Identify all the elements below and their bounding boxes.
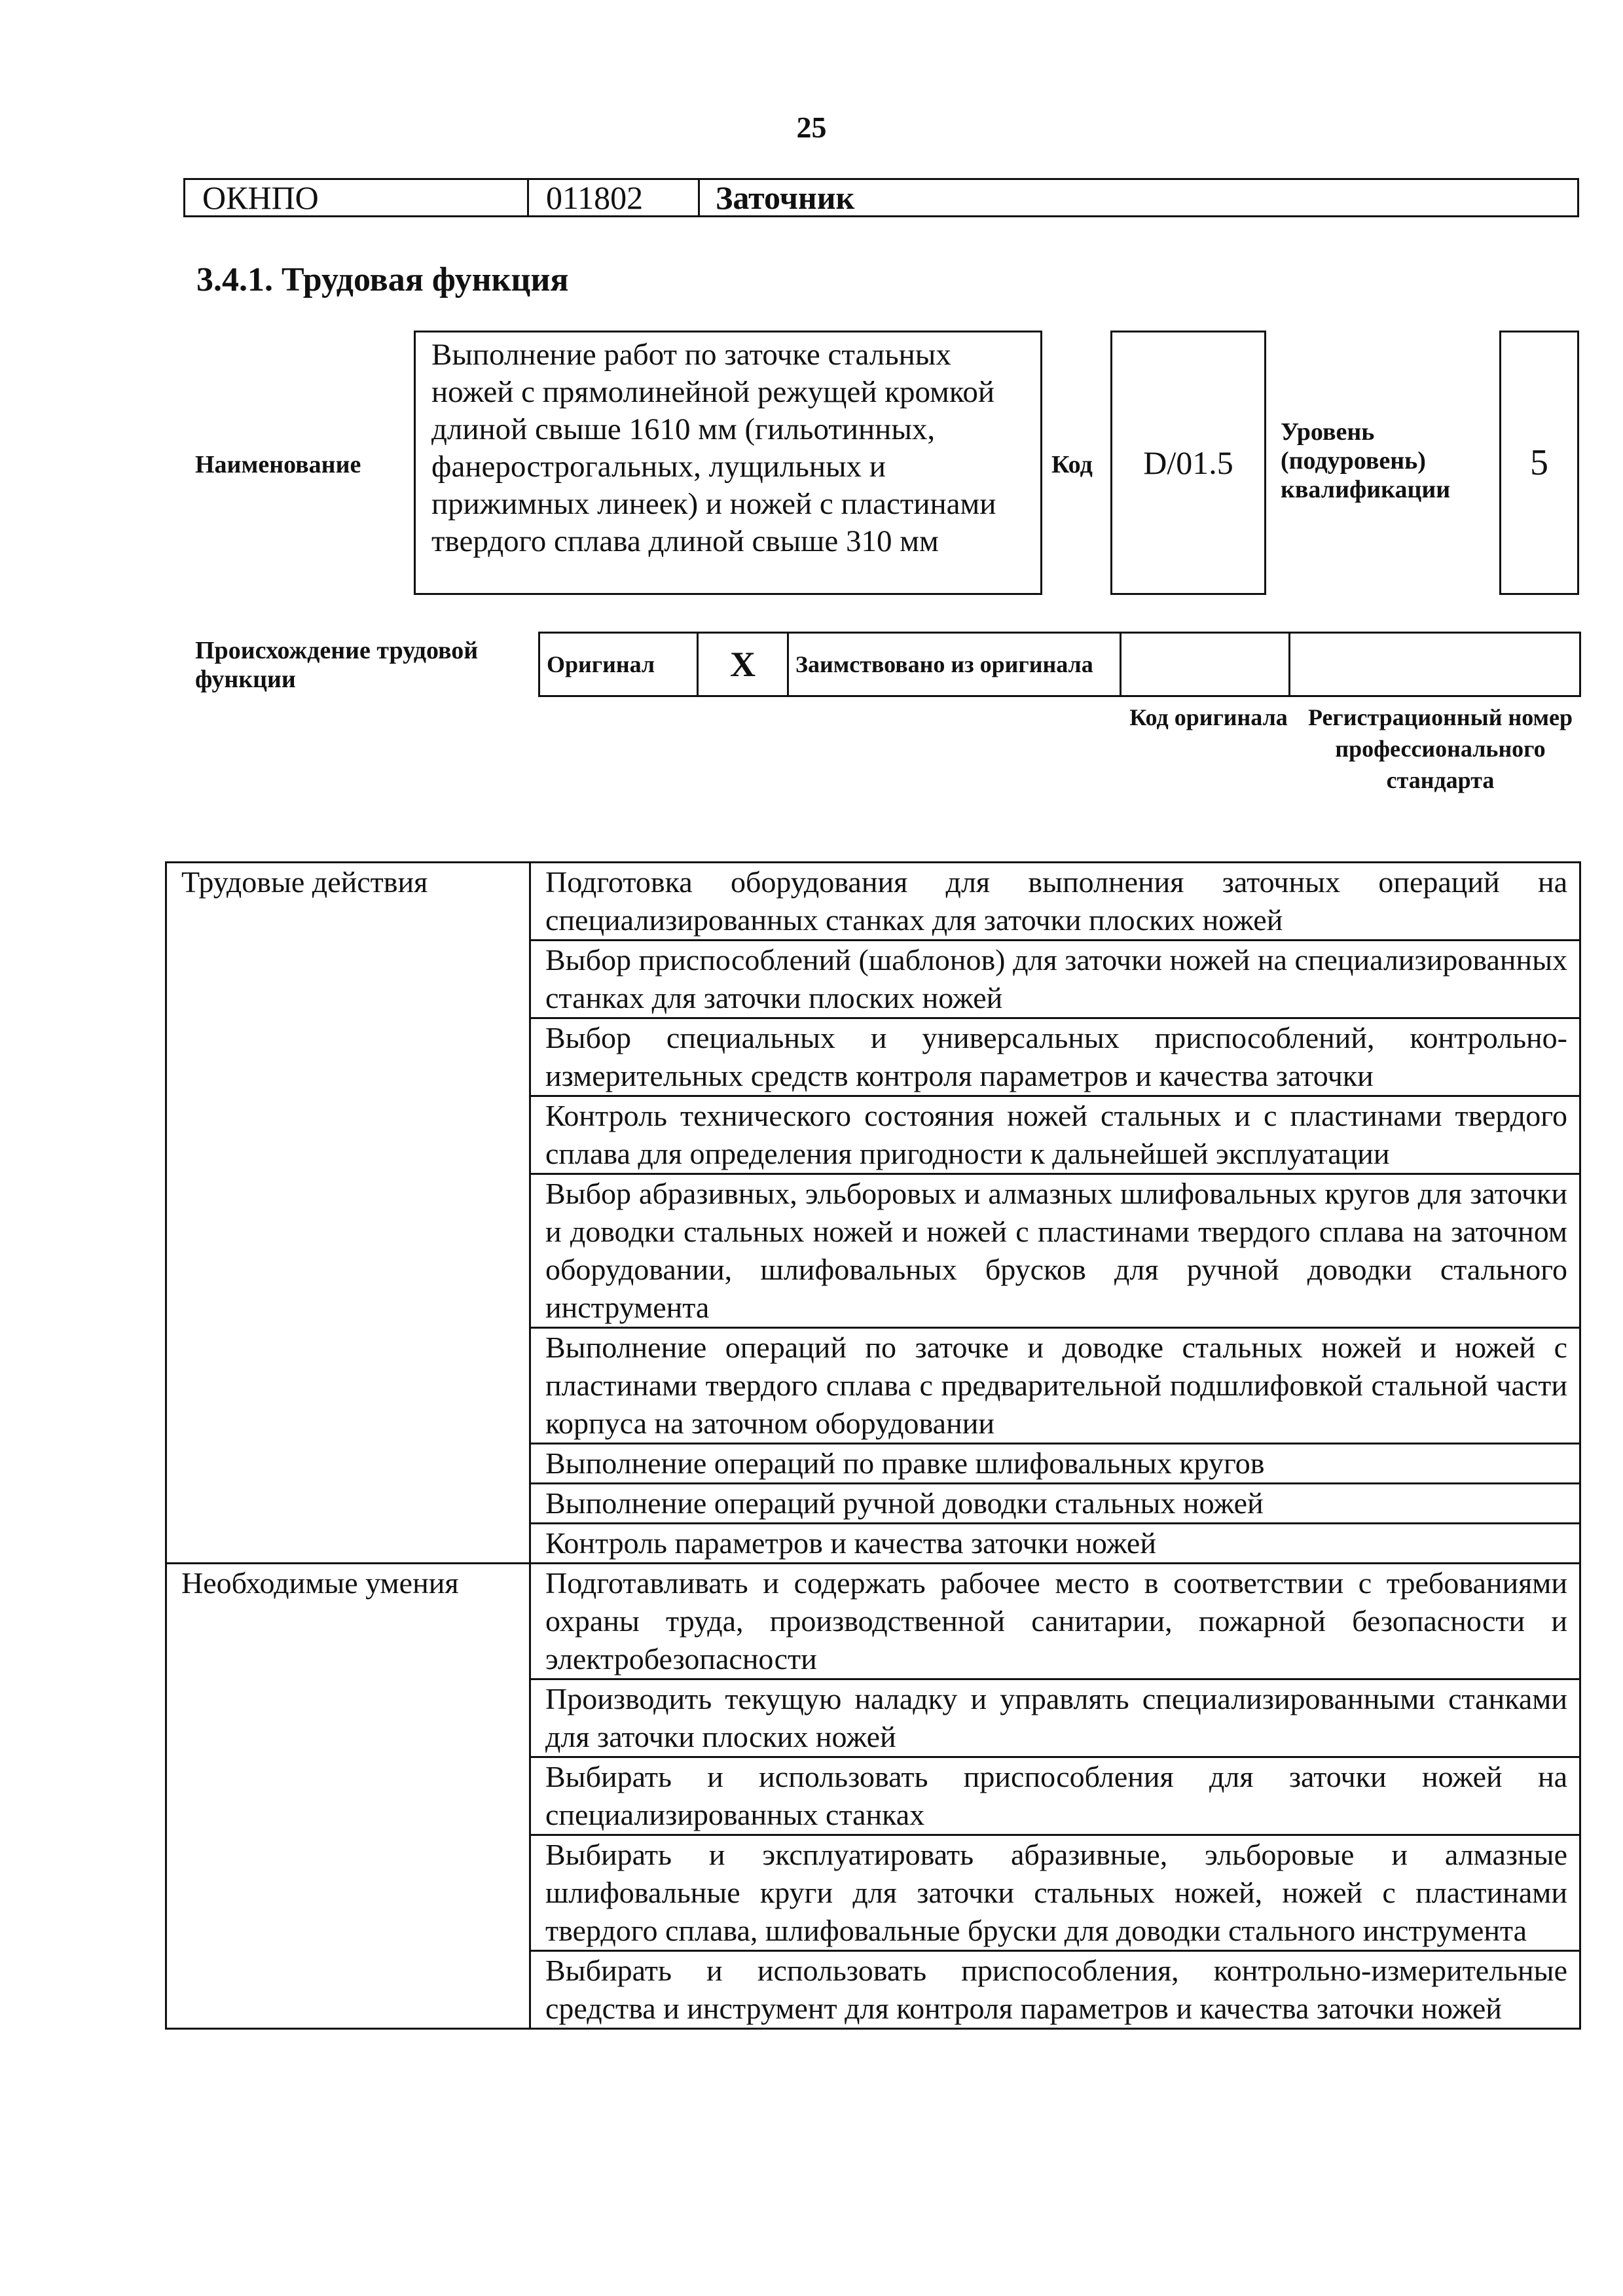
qualification-level-box: [1499, 331, 1579, 595]
origin-label: Происхождение трудовой функции: [195, 637, 479, 693]
list-item: Выполнение операций по правке шлифовальных кругов: [530, 1444, 1580, 1484]
origin-original-mark: X: [698, 633, 788, 696]
list-item: Выбирать и использовать приспособления для заточки ножей на специализированных станках: [530, 1757, 1580, 1835]
list-item: Выбирать и эксплуатировать абразивные, эльборовые и алмазные шлифовальные круги для заточки стальных ножей, ножей с пластинами твердого сплава, шлифовальные бруски для доводки стального инструмента: [530, 1835, 1580, 1951]
list-item: Производить текущую наладку и управлять специализированными станками для заточки плоских ножей: [530, 1679, 1580, 1757]
name-label: Наименование: [195, 451, 361, 478]
origin-original-label: Оригинал: [539, 633, 698, 696]
code-label: Код: [1051, 451, 1093, 478]
function-name-value: Выполнение работ по заточке стальных ножей с прямолинейной режущей кромкой длиной свыше 1610 мм (гильотинных, фанерострогальных, лущильных и прижимных линеек) и ножей с пластинами твердого сплава длиной свыше 310 мм: [431, 338, 996, 558]
section-title: 3.4.1. Трудовая функция: [196, 261, 569, 298]
section-header: Необходимые умения: [166, 1564, 530, 2029]
level-label: Уровень (подуровень) квалификации: [1281, 418, 1451, 503]
origin-table: [538, 632, 1581, 697]
qualification-level-value: 5: [1530, 442, 1548, 483]
table-row: [166, 863, 1580, 941]
origin-borrowed-label: Заимствовано из оригинала: [788, 633, 1121, 696]
list-item: Подготовка оборудования для выполнения заточных операций на специализированных станках для заточки плоских ножей: [530, 863, 1580, 941]
origin-code-cell: [1121, 633, 1290, 696]
section-header: Трудовые действия: [166, 863, 530, 1564]
oknpo-profession: Заточник: [698, 178, 1579, 217]
oknpo-code: 011802: [527, 178, 700, 217]
list-item: Контроль технического состояния ножей стальных и с пластинами твердого сплава для определения пригодности к дальнейшей эксплуатации: [530, 1096, 1580, 1174]
list-item: Выполнение операций по заточке и доводке стальных ножей и ножей с пластинами твердого сплава с предварительной подшлифовкой стальной части корпуса на заточном оборудовании: [530, 1328, 1580, 1444]
origin-reg-caption: Регистрационный номер профессионального стандарта: [1307, 704, 1573, 793]
function-code-value: D/01.5: [1143, 444, 1233, 481]
list-item: Подготавливать и содержать рабочее место в соответствии с требованиями охраны труда, производственной санитарии, пожарной безопасности и электробезопасности: [530, 1564, 1580, 1679]
list-item: Выбор приспособлений (шаблонов) для заточки ножей на специализированных станках для заточки плоских ножей: [530, 941, 1580, 1018]
list-item: Выбор абразивных, эльборовых и алмазных шлифовальных кругов для заточки и доводки стальных ножей и ножей с пластинами твердого сплава на заточном оборудовании, шлифовальных брусков для ручной доводки стального инструмента: [530, 1174, 1580, 1328]
function-name-box: [414, 331, 1042, 595]
labor-function-table: [165, 861, 1581, 2030]
page-number: 25: [796, 111, 827, 144]
origin-code-caption: Код оригинала: [1129, 704, 1288, 730]
oknpo-label: ОКНПО: [183, 178, 529, 217]
function-code-box: [1110, 331, 1266, 595]
list-item: Выбор специальных и универсальных приспособлений, контрольно-измерительных средств контроля параметров и качества заточки: [530, 1018, 1580, 1096]
list-item: Контроль параметров и качества заточки ножей: [530, 1524, 1580, 1564]
list-item: Выполнение операций ручной доводки стальных ножей: [530, 1484, 1580, 1524]
origin-reg-number-cell: [1290, 633, 1580, 696]
table-row: [166, 1564, 1580, 1679]
list-item: Выбирать и использовать приспособления, контрольно-измерительные средства и инструмент для контроля параметров и качества заточки ножей: [530, 1951, 1580, 2029]
